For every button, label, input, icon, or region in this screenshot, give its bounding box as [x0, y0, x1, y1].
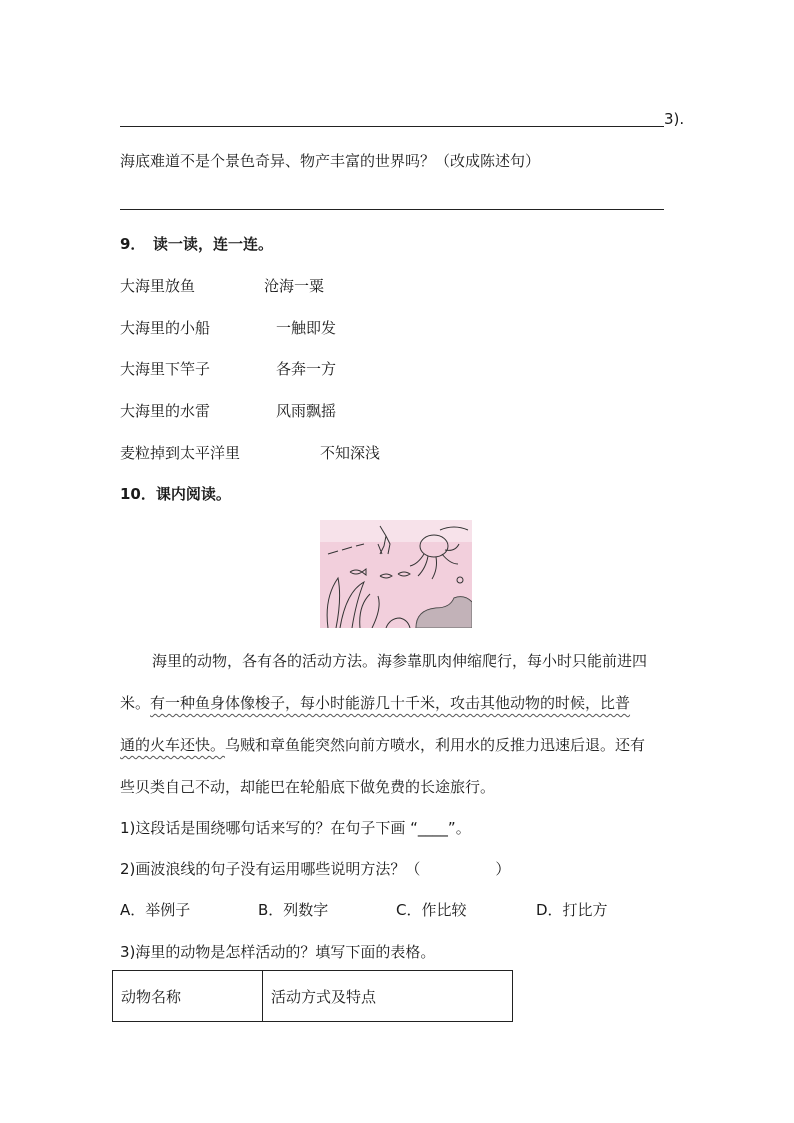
- passage-line: [120, 692, 630, 713]
- sub-question-3: 3)海里的动物是怎样活动的？填写下面的表格。: [120, 943, 436, 961]
- option-b[interactable]: B．列数字: [258, 901, 329, 919]
- table-header-cell: 活动方式及特点: [263, 971, 513, 1022]
- sub-question-2: 2)画波浪线的句子没有运用哪些说明方法？（ ）: [120, 860, 511, 878]
- table-header-row: [113, 971, 513, 1022]
- wavy-underlined-sentence: 通的火车还快。: [120, 736, 226, 754]
- passage-line: 些贝类自己不动，却能巴在轮船底下做免费的长途旅行。: [120, 778, 496, 796]
- sub-question-1: 1)这段话是围绕哪句话来写的？在句子下画 “____”。: [120, 819, 471, 837]
- answer-line[interactable]: [120, 126, 664, 127]
- passage-text: 米。: [120, 694, 151, 712]
- answer-line[interactable]: [120, 209, 664, 210]
- option-c[interactable]: C．作比较: [396, 901, 467, 919]
- match-right-item[interactable]: 不知深浅: [320, 444, 381, 462]
- activity-table: [112, 970, 513, 1022]
- match-left-item[interactable]: 大海里的水雷: [120, 402, 211, 420]
- passage-line: [120, 734, 645, 755]
- match-left-item[interactable]: 大海里的小船: [120, 319, 211, 337]
- option-a[interactable]: A．举例子: [120, 901, 191, 919]
- passage-text: 乌贼和章鱼能突然向前方喷水，利用水的反推力迅速后退。还有: [225, 736, 646, 754]
- match-right-item[interactable]: 风雨飘摇: [276, 402, 337, 420]
- item-number-label: 3).: [664, 110, 685, 128]
- wavy-underlined-sentence: 有一种鱼身体像梭子，每小时能游几十千米，攻击其他动物的时候，比普: [150, 694, 631, 712]
- match-left-item[interactable]: 大海里放鱼: [120, 277, 196, 295]
- option-d[interactable]: D．打比方: [536, 901, 608, 919]
- question-9-heading: 9． 读一读，连一连。: [120, 235, 273, 253]
- match-right-item[interactable]: 各奔一方: [276, 360, 337, 378]
- match-right-item[interactable]: 一触即发: [276, 319, 337, 337]
- match-left-item[interactable]: 大海里下竿子: [120, 360, 211, 378]
- match-right-item[interactable]: 沧海一粟: [264, 277, 325, 295]
- sea-animals-illustration: [320, 520, 472, 628]
- table-header-cell: 动物名称: [113, 971, 263, 1022]
- passage-line: 海里的动物，各有各的活动方法。海参靠肌肉伸缩爬行，每小时只能前进四: [152, 652, 648, 670]
- match-left-item[interactable]: 麦粒掉到太平洋里: [120, 444, 241, 462]
- question-10-heading: 10．课内阅读。: [120, 485, 231, 503]
- sentence-task: 海底难道不是个景色奇异、物产丰富的世界吗？（改成陈述句）: [120, 152, 541, 170]
